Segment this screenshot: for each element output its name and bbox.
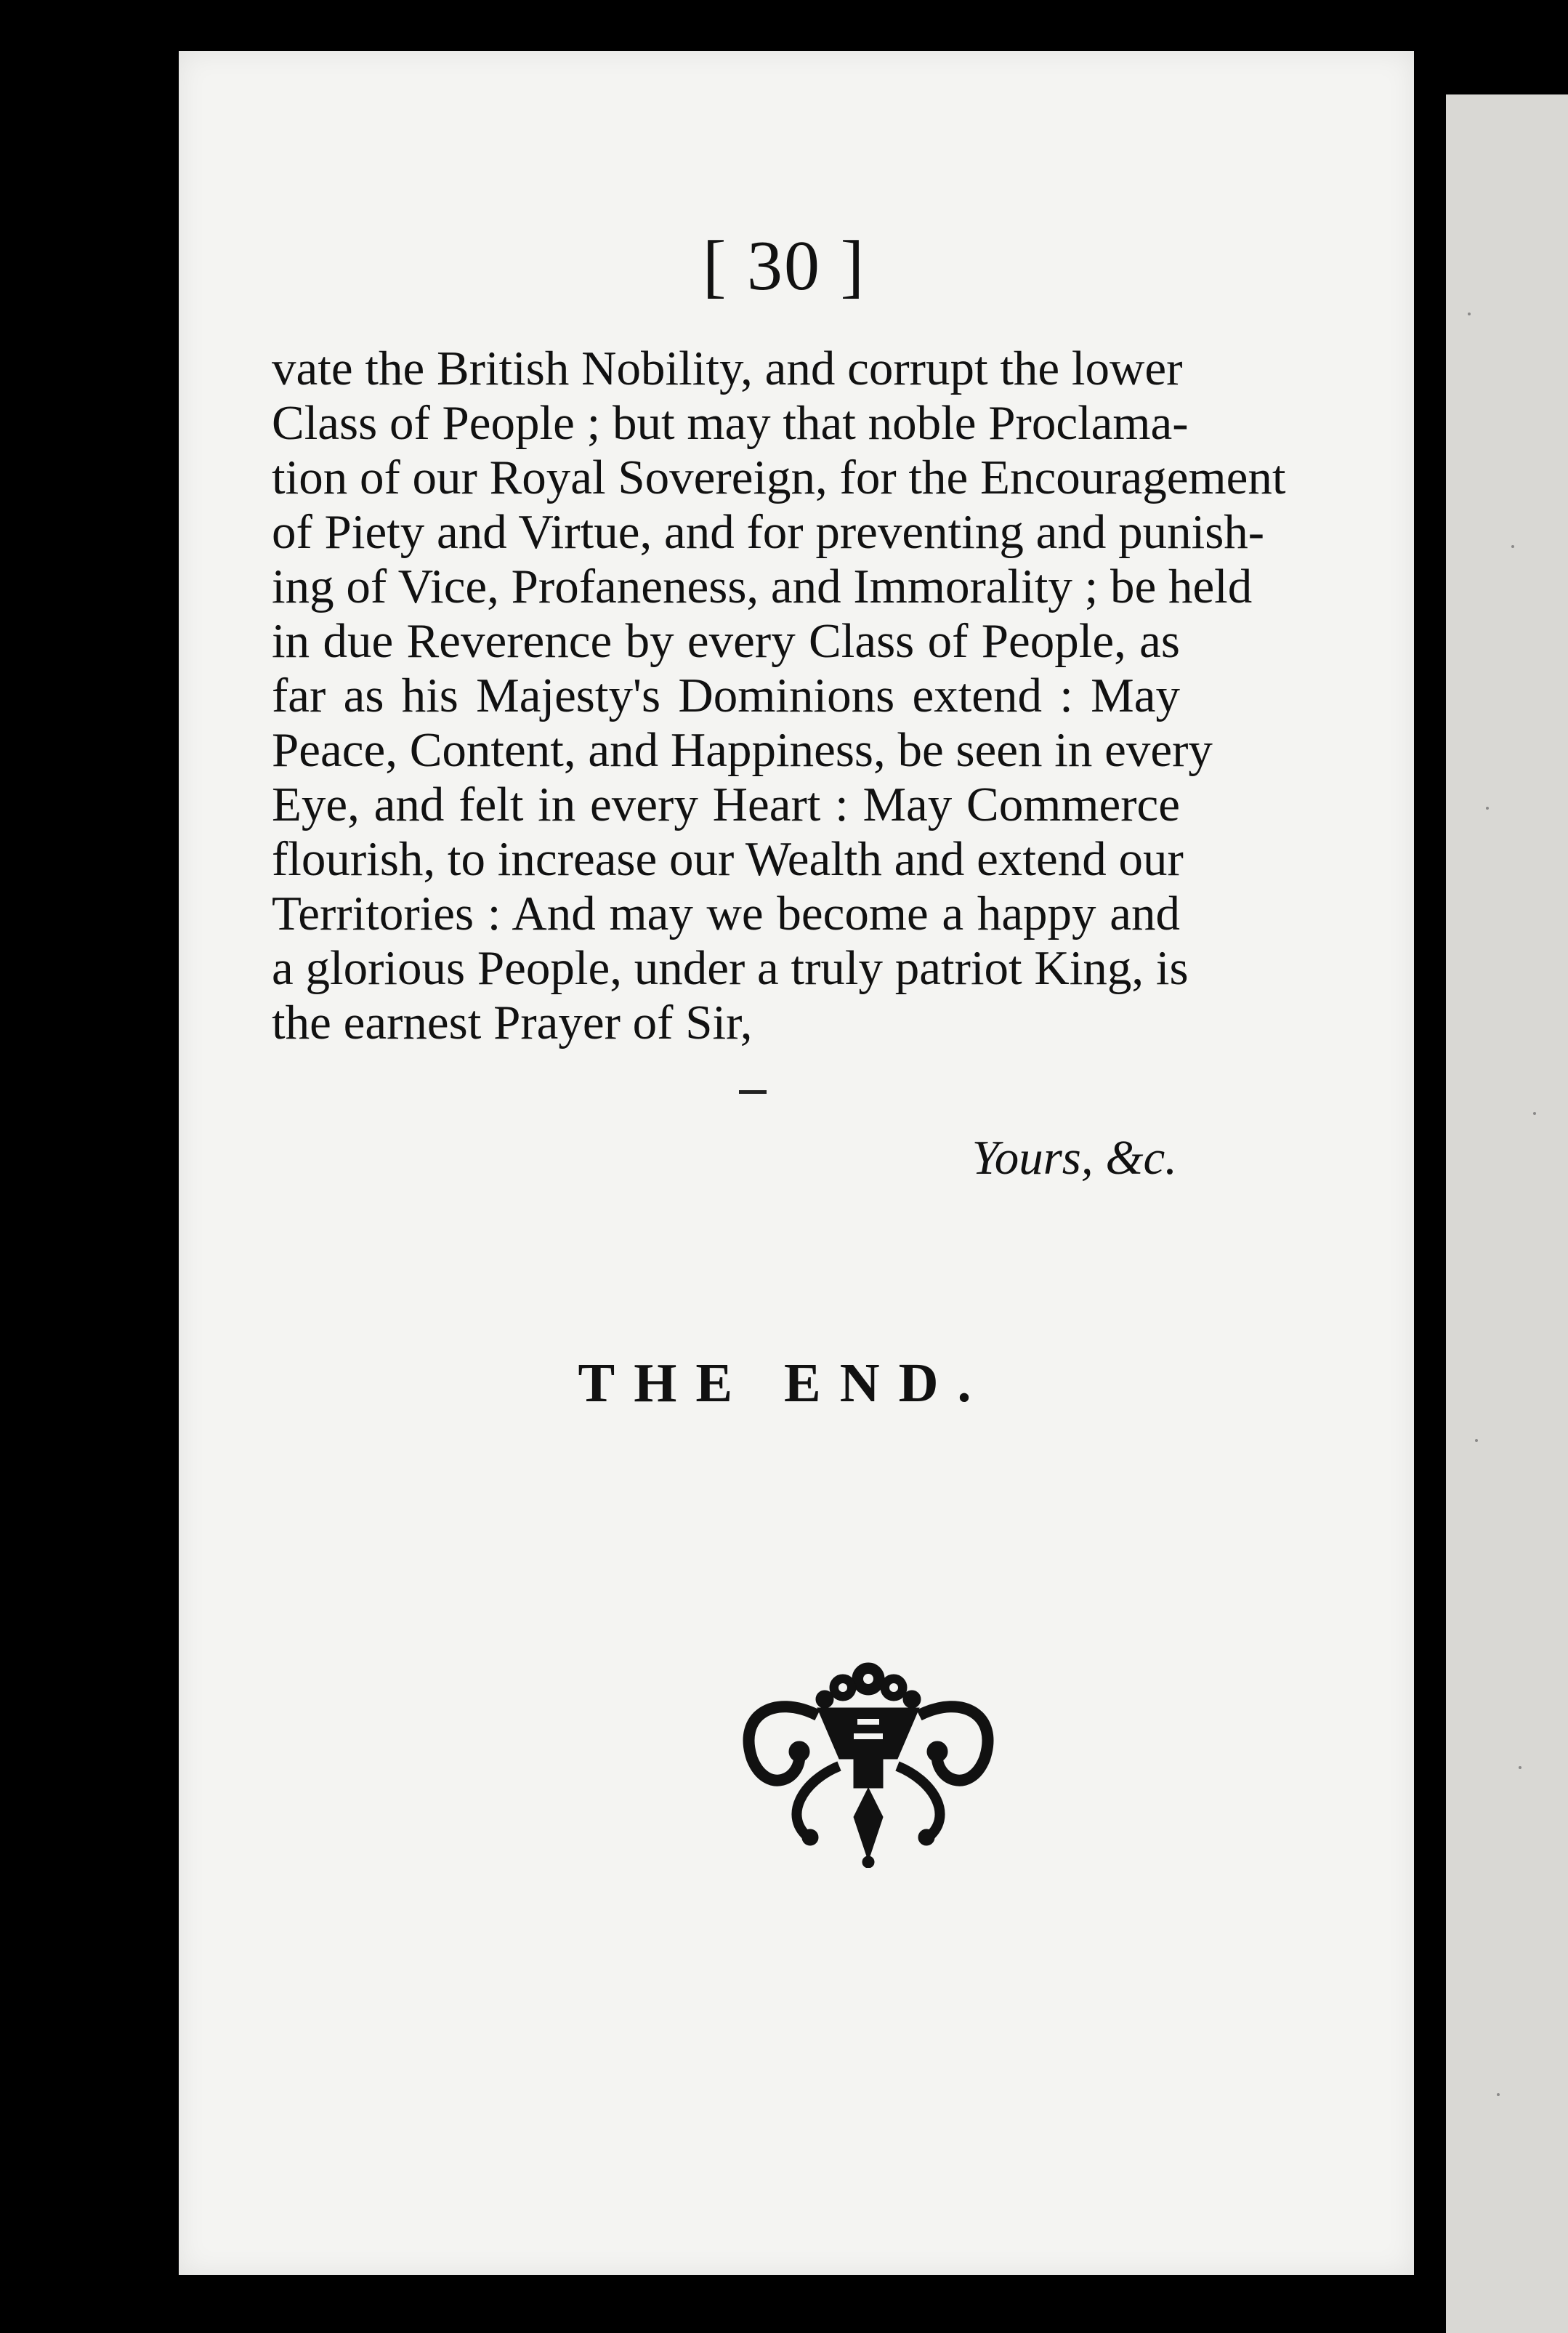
text-line: vate the British Nobility, and corrupt the lower <box>272 342 1183 395</box>
text-line: Territories : And may we become a happy and <box>272 887 1180 940</box>
text-line: flourish, to increase our Wealth and extend our <box>272 832 1184 886</box>
text-line: a glorious People, under a truly patriot King, is <box>272 941 1189 995</box>
facing-page-edge <box>1446 94 1568 2333</box>
body-text <box>272 342 1286 1050</box>
floral-vase-ornament-icon <box>730 1650 1006 1868</box>
text-line: Peace, Content, and Happiness, be seen in every <box>272 723 1213 777</box>
text-line: of Piety and Virtue, and for preventing and punish- <box>272 505 1265 559</box>
text-line: the earnest Prayer of Sir, <box>272 996 753 1049</box>
page-number: [ 30 ] <box>702 227 866 305</box>
text-line: in due Reverence by every Class of People, as <box>272 614 1180 668</box>
the-end-heading: THE END. <box>578 1353 990 1414</box>
text-line: Eye, and felt in every Heart : May Commerce <box>272 778 1180 831</box>
closing-signature: Yours, &c. <box>971 1131 1177 1185</box>
text-line: ing of Vice, Profaneness, and Immorality ; be held <box>272 560 1253 613</box>
text-line: tion of our Royal Sovereign, for the Encouragement <box>272 451 1286 504</box>
text-line: Class of People ; but may that noble Proclama- <box>272 396 1189 450</box>
text-line: far as his Majesty's Dominions extend : May <box>272 669 1180 722</box>
separator-dash <box>739 1090 767 1094</box>
